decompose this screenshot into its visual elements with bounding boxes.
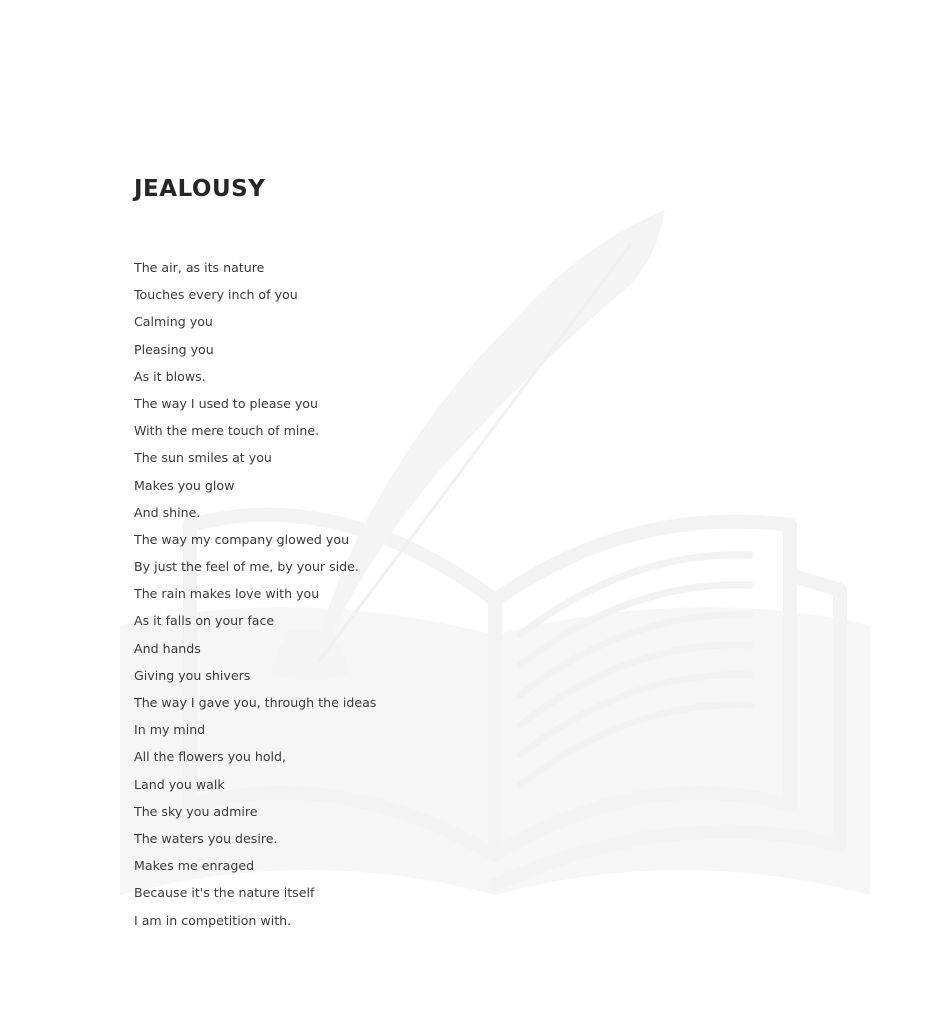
poem-line: The sky you admire xyxy=(134,803,258,819)
poem-line: Because it's the nature itself xyxy=(134,885,315,901)
poem-line: The sun smiles at you xyxy=(134,450,272,466)
poem-line: As it blows. xyxy=(134,368,206,384)
poem-line: With the mere touch of mine. xyxy=(134,423,320,439)
poem-line: All the flowers you hold, xyxy=(134,749,287,765)
poem-line: The waters you desire. xyxy=(134,830,278,846)
poem-line: In my mind xyxy=(134,722,206,738)
poem-line: Makes you glow xyxy=(134,477,235,493)
poem-line: The way my company glowed you xyxy=(134,531,350,547)
poem-line: And hands xyxy=(134,640,201,656)
poem-line: The way I used to please you xyxy=(134,395,318,411)
poem-line: Pleasing you xyxy=(134,341,214,357)
poem-line: Calming you xyxy=(134,314,213,330)
poem-lines xyxy=(134,254,834,934)
poem-line: By just the feel of me, by your side. xyxy=(134,559,359,575)
poem-line: I am in competition with. xyxy=(134,912,292,928)
poem-line: The way I gave you, through the ideas xyxy=(134,695,377,710)
poem-line: Touches every inch of you xyxy=(134,287,298,303)
poem-line: The rain makes love with you xyxy=(134,586,320,602)
poem-line: And shine. xyxy=(134,504,201,520)
poem-line: Makes me enraged xyxy=(134,858,255,874)
poem-line: As it falls on your face xyxy=(134,613,275,629)
poem-title: JEALOUSY xyxy=(134,176,266,202)
poem-line: The air, as its nature xyxy=(134,260,265,275)
poem-line: Giving you shivers xyxy=(134,667,251,683)
poem-content xyxy=(134,170,834,934)
poem-line: Land you walk xyxy=(134,776,225,792)
